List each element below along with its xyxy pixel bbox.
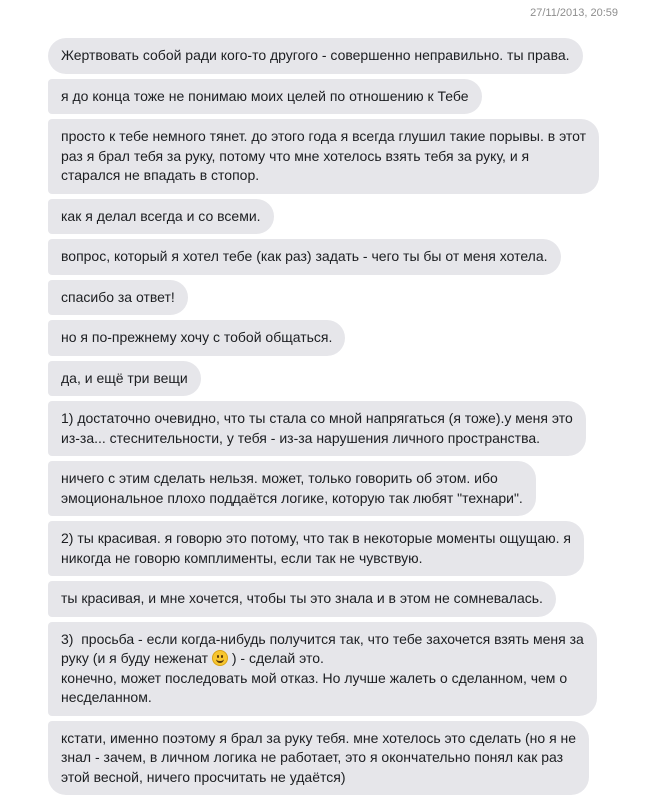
message-bubble[interactable]: кстати, именно поэтому я брал за руку тебя. мне хотелось это сделать (но я не знал - зачем, в личном логика не работает, это я окончательно понял как раз этой весной, ничего просчитать не удаётся) bbox=[48, 721, 589, 796]
message-bubble[interactable]: я до конца тоже не понимаю моих целей по отношению к Тебе bbox=[48, 79, 482, 115]
message-bubble[interactable]: ты красивая, и мне хочется, чтобы ты это знала и в этом не сомневалась. bbox=[48, 581, 556, 617]
message-text-part: ) - сделай это. конечно, может последовать мой отказ. Но лучше жалеть о сделанном, чем о несделанном. bbox=[61, 650, 568, 705]
message-bubble[interactable]: 1) достаточно очевидно, что ты стала со мной напрягаться (я тоже).у меня это из-за... стеснительности, у тебя - из-за нарушения личного пространства. bbox=[48, 401, 586, 456]
message-timestamp: 27/11/2013, 20:59 bbox=[530, 7, 618, 19]
message-bubble[interactable]: но я по-прежнему хочу с тобой общаться. bbox=[48, 320, 345, 356]
message-thread bbox=[48, 38, 638, 800]
message-bubble[interactable]: Жертвовать собой ради кого-то другого - совершенно неправильно. ты права. bbox=[48, 38, 583, 74]
message-bubble[interactable]: ничего с этим сделать нельзя. может, только говорить об этом. ибо эмоциональное плохо поддаётся логике, которую так любят "технари". bbox=[48, 461, 536, 516]
message-bubble[interactable]: да, и ещё три вещи bbox=[48, 361, 201, 397]
smiley-emoji-icon bbox=[212, 650, 228, 666]
message-bubble[interactable] bbox=[48, 622, 597, 716]
message-bubble[interactable]: вопрос, который я хотел тебе (как раз) задать - чего ты бы от меня хотела. bbox=[48, 239, 561, 275]
message-text-part: 3) просьба - если когда-нибудь получится так, что тебе захочется взять меня за руку (и я буду неженат bbox=[61, 630, 584, 666]
message-bubble[interactable]: просто к тебе немного тянет. до этого года я всегда глушил такие порывы. в этот раз я брал тебя за руку, потому что мне хотелось взять тебя за руку, и я старался не впадать в стопор. bbox=[48, 119, 599, 194]
message-bubble[interactable]: как я делал всегда и со всеми. bbox=[48, 199, 274, 235]
message-bubble[interactable]: 2) ты красивая. я говорю это потому, что так в некоторые моменты ощущаю. я никогда не говорю комплименты, если так не чувствую. bbox=[48, 521, 584, 576]
message-bubble[interactable]: спасибо за ответ! bbox=[48, 280, 188, 316]
